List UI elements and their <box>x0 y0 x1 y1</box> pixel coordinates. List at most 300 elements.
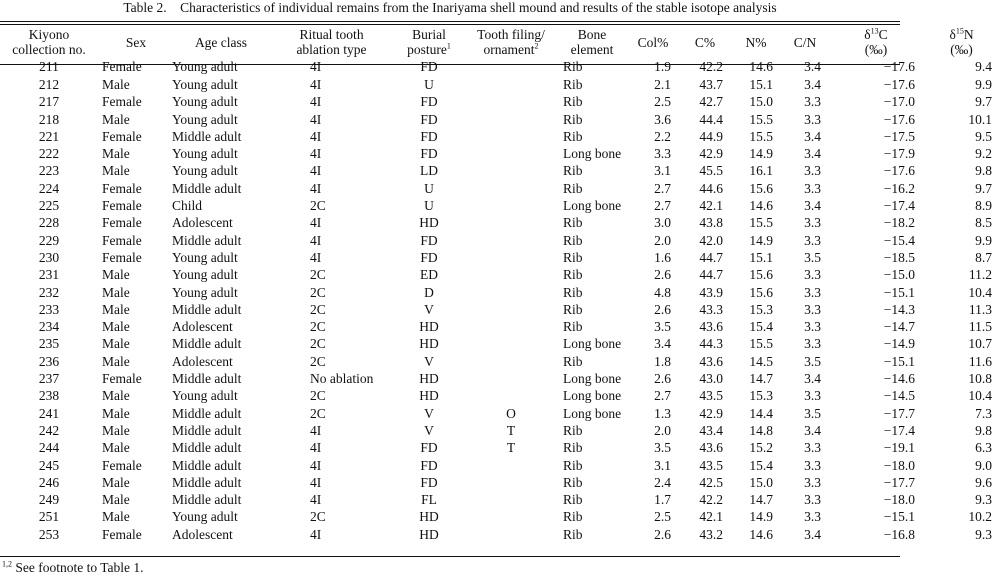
d13c-cell: −17.0 <box>883 94 915 110</box>
ritual-cell: 4I <box>310 128 322 144</box>
cn-cell: 3.3 <box>804 94 821 110</box>
cn-cell: 3.4 <box>804 422 821 438</box>
kiyono-cell: 241 <box>38 405 60 421</box>
d15n-cell: 10.4 <box>968 284 992 300</box>
d15n-cell: 10.1 <box>968 111 992 127</box>
d13c-cell: −16.8 <box>883 526 915 542</box>
colpct-cell: 3.5 <box>654 440 671 456</box>
ritual-cell: 4I <box>310 111 322 127</box>
bottom-rule <box>0 556 900 557</box>
age-cell: Adolescent <box>172 215 233 231</box>
d13c-cell: −17.7 <box>883 474 915 490</box>
cn-cell: 3.3 <box>804 267 821 283</box>
kiyono-cell: 235 <box>38 336 60 352</box>
cn-cell: 3.5 <box>804 353 821 369</box>
colpct-cell: 2.7 <box>654 180 671 196</box>
d13c-cell: −19.1 <box>883 440 915 456</box>
cpct-cell: 42.1 <box>699 509 723 525</box>
ritual-cell: 4I <box>310 526 322 542</box>
bone-cell: Rib <box>563 128 583 144</box>
npct-cell: 15.5 <box>749 128 773 144</box>
burial-cell: V <box>424 353 434 369</box>
table-row <box>0 508 1000 525</box>
isotope-table <box>0 26 1000 543</box>
cpct-cell: 44.6 <box>699 180 723 196</box>
header-filing: Tooth filing/ ornament$^2$ <box>477 27 545 57</box>
d15n-cell: 7.3 <box>975 405 992 421</box>
age-cell: Middle adult <box>172 336 242 352</box>
d13c-cell: −17.4 <box>883 198 915 214</box>
bone-cell: Rib <box>563 215 583 231</box>
colpct-cell: 3.4 <box>654 336 671 352</box>
d15n-cell: 9.3 <box>975 526 992 542</box>
sex-cell: Male <box>102 301 130 317</box>
burial-cell: LD <box>420 163 438 179</box>
sex-cell: Male <box>102 474 130 490</box>
d13c-cell: −17.9 <box>883 146 915 162</box>
d15n-cell: 8.5 <box>975 215 992 231</box>
cn-cell: 3.3 <box>804 474 821 490</box>
d15n-cell: 11.6 <box>968 353 992 369</box>
age-cell: Middle adult <box>172 457 242 473</box>
burial-cell: HD <box>419 526 439 542</box>
age-cell: Young adult <box>172 77 238 92</box>
header-colpct: Col% <box>637 34 669 50</box>
ritual-cell: 4I <box>310 180 322 196</box>
burial-cell: HD <box>419 388 439 404</box>
cpct-cell: 43.9 <box>699 284 723 300</box>
burial-cell: D <box>424 284 434 300</box>
sex-cell: Female <box>102 198 142 214</box>
d13c-cell: −15.4 <box>883 232 915 248</box>
npct-cell: 14.9 <box>749 146 773 162</box>
bone-cell: Rib <box>563 301 583 317</box>
sex-cell: Male <box>102 267 130 283</box>
ritual-cell: 4I <box>310 492 322 508</box>
d13c-cell: −18.5 <box>883 249 915 265</box>
bone-cell: Rib <box>563 111 583 127</box>
cpct-cell: 43.8 <box>699 215 723 231</box>
d15n-cell: 9.5 <box>975 128 992 144</box>
cn-cell: 3.3 <box>804 457 821 473</box>
ritual-cell: 4I <box>310 77 322 92</box>
cpct-cell: 43.6 <box>699 353 723 369</box>
ritual-cell: 4I <box>310 440 322 456</box>
age-cell: Middle adult <box>172 301 242 317</box>
cpct-cell: 42.1 <box>699 198 723 214</box>
cpct-cell: 44.9 <box>699 128 723 144</box>
d13c-cell: −18.2 <box>883 215 915 231</box>
d15n-cell: 9.3 <box>975 492 992 508</box>
age-cell: Child <box>172 198 203 214</box>
colpct-cell: 2.6 <box>654 301 671 317</box>
colpct-cell: 2.0 <box>654 422 671 438</box>
sex-cell: Male <box>102 405 130 421</box>
cn-cell: 3.4 <box>804 146 821 162</box>
colpct-cell: 3.5 <box>654 319 671 335</box>
cn-cell: 3.4 <box>804 198 821 214</box>
ritual-cell: No ablation <box>310 371 374 387</box>
d15n-cell: 9.4 <box>975 59 992 75</box>
npct-cell: 14.5 <box>749 353 773 369</box>
npct-cell: 15.4 <box>749 457 773 473</box>
burial-cell: FD <box>420 128 438 144</box>
d13c-cell: −16.2 <box>883 180 915 196</box>
table-caption: Table 2. Characteristics of individual remains from the Inariyama shell mound and results of the stable isotope analysis <box>123 0 777 15</box>
table-row <box>0 111 1000 128</box>
header-cpct: C% <box>694 34 716 50</box>
npct-cell: 14.4 <box>749 405 773 421</box>
filing-cell <box>465 249 557 266</box>
bone-cell: Rib <box>563 492 583 508</box>
sex-cell: Male <box>102 388 130 404</box>
d13c-cell: −17.4 <box>883 422 915 438</box>
colpct-cell: 3.6 <box>654 111 671 127</box>
table-row <box>0 491 1000 508</box>
d15n-cell: 10.8 <box>968 371 992 387</box>
table-row <box>0 162 1000 179</box>
colpct-cell: 2.7 <box>654 388 671 404</box>
cpct-cell: 44.3 <box>699 336 723 352</box>
table-row <box>0 197 1000 214</box>
filing-cell <box>465 335 557 352</box>
cpct-cell: 43.0 <box>699 371 723 387</box>
d15n-cell: 9.9 <box>975 77 992 92</box>
cpct-cell: 42.9 <box>699 405 723 421</box>
d15n-cell: 9.7 <box>975 94 992 110</box>
bone-cell: Rib <box>563 163 583 179</box>
colpct-cell: 2.6 <box>654 267 671 283</box>
cpct-cell: 43.5 <box>699 457 723 473</box>
kiyono-cell: 229 <box>38 232 60 248</box>
header-rule <box>0 64 900 65</box>
npct-cell: 15.6 <box>749 267 773 283</box>
age-cell: Young adult <box>172 111 238 127</box>
d15n-cell: 9.6 <box>975 474 992 490</box>
cn-cell: 3.3 <box>804 301 821 317</box>
cpct-cell: 43.6 <box>699 440 723 456</box>
bone-cell: Rib <box>563 284 583 300</box>
ritual-cell: 4I <box>310 249 322 265</box>
npct-cell: 14.9 <box>749 509 773 525</box>
age-cell: Middle adult <box>172 440 242 456</box>
burial-cell: HD <box>419 215 439 231</box>
colpct-cell: 1.8 <box>654 353 671 369</box>
filing-cell <box>465 353 557 370</box>
burial-cell: FD <box>420 232 438 248</box>
cn-cell: 3.3 <box>804 440 821 456</box>
sex-cell: Female <box>102 457 142 473</box>
npct-cell: 14.7 <box>749 371 773 387</box>
table-row <box>0 474 1000 491</box>
kiyono-cell: 231 <box>38 267 60 283</box>
npct-cell: 14.6 <box>749 198 773 214</box>
bone-cell: Long bone <box>563 371 622 387</box>
age-cell: Middle adult <box>172 474 242 490</box>
ritual-cell: 4I <box>310 146 322 162</box>
d13c-cell: −15.0 <box>883 267 915 283</box>
table-row <box>0 214 1000 231</box>
burial-cell: ED <box>420 267 438 283</box>
cn-cell: 3.3 <box>804 232 821 248</box>
ritual-cell: 2C <box>310 198 326 214</box>
npct-cell: 15.1 <box>749 249 773 265</box>
npct-cell: 14.6 <box>749 526 773 542</box>
cn-cell: 3.4 <box>804 128 821 144</box>
npct-cell: 15.0 <box>749 94 773 110</box>
cpct-cell: 44.4 <box>699 111 723 127</box>
d13c-cell: −14.9 <box>883 336 915 352</box>
d13c-cell: −14.3 <box>883 301 915 317</box>
header-burial: Burial posture$^1$ <box>407 27 451 57</box>
sex-cell: Female <box>102 59 142 75</box>
kiyono-cell: 228 <box>38 215 60 231</box>
d13c-cell: −17.7 <box>883 405 915 421</box>
burial-cell: FD <box>420 94 438 110</box>
header-npct: N% <box>745 34 767 50</box>
top-rule-double <box>0 24 900 25</box>
age-cell: Middle adult <box>172 405 242 421</box>
d13c-cell: −15.1 <box>883 284 915 300</box>
burial-cell: HD <box>419 371 439 387</box>
kiyono-cell: 253 <box>38 526 60 542</box>
kiyono-cell: 249 <box>38 492 60 508</box>
cpct-cell: 44.7 <box>699 267 723 283</box>
bone-cell: Rib <box>563 180 583 196</box>
table-row <box>0 266 1000 283</box>
age-cell: Middle adult <box>172 492 242 508</box>
cpct-cell: 43.2 <box>699 526 723 542</box>
burial-cell: V <box>424 405 434 421</box>
npct-cell: 15.3 <box>749 388 773 404</box>
burial-cell: V <box>424 422 434 438</box>
d15n-cell: 9.8 <box>975 422 992 438</box>
kiyono-cell: 234 <box>38 319 60 335</box>
burial-cell: FL <box>421 492 437 508</box>
bone-cell: Rib <box>563 526 583 542</box>
d15n-cell: 10.4 <box>968 388 992 404</box>
filing-cell <box>465 214 557 231</box>
cpct-cell: 42.2 <box>699 492 723 508</box>
table-body <box>0 58 1000 543</box>
d13c-cell: −15.1 <box>883 353 915 369</box>
header-age: Age class <box>194 34 248 50</box>
table-row <box>0 457 1000 474</box>
cn-cell: 3.5 <box>804 405 821 421</box>
table-row <box>0 439 1000 456</box>
filing-cell <box>465 232 557 249</box>
filing-cell <box>465 145 557 162</box>
kiyono-cell: 237 <box>38 371 60 387</box>
sex-cell: Female <box>102 232 142 248</box>
sex-cell: Female <box>102 526 142 542</box>
kiyono-cell: 230 <box>38 249 60 265</box>
ritual-cell: 2C <box>310 336 326 352</box>
filing-cell <box>465 162 557 179</box>
burial-cell: FD <box>420 111 438 127</box>
sex-cell: Female <box>102 180 142 196</box>
sex-cell: Female <box>102 249 142 265</box>
sex-cell: Male <box>102 422 130 438</box>
ritual-cell: 2C <box>310 405 326 421</box>
ritual-cell: 2C <box>310 388 326 404</box>
d15n-cell: 9.0 <box>975 457 992 473</box>
table-row <box>0 335 1000 352</box>
d13c-cell: −17.5 <box>883 128 915 144</box>
filing-cell <box>465 128 557 145</box>
sex-cell: Male <box>102 319 130 335</box>
colpct-cell: 2.4 <box>654 474 671 490</box>
npct-cell: 15.0 <box>749 474 773 490</box>
header-bone: Bone element <box>570 27 614 57</box>
burial-cell: HD <box>419 336 439 352</box>
npct-cell: 14.6 <box>749 59 773 75</box>
filing-cell <box>465 491 557 508</box>
burial-cell: U <box>424 180 434 196</box>
burial-cell: FD <box>420 59 438 75</box>
header-sex: Sex <box>125 34 147 50</box>
bone-cell: Long bone <box>563 336 622 352</box>
ritual-cell: 4I <box>310 59 322 75</box>
cn-cell: 3.4 <box>804 59 821 75</box>
colpct-cell: 1.6 <box>654 249 671 265</box>
cn-cell: 3.3 <box>804 215 821 231</box>
cn-cell: 3.3 <box>804 509 821 525</box>
burial-cell: FD <box>420 457 438 473</box>
filing-cell <box>465 508 557 525</box>
age-cell: Young adult <box>172 388 238 404</box>
sex-cell: Female <box>102 94 142 110</box>
age-cell: Young adult <box>172 267 238 283</box>
d13c-cell: −17.6 <box>883 77 915 92</box>
d15n-cell: 11.5 <box>968 319 992 335</box>
filing-cell <box>465 474 557 491</box>
d15n-cell: 6.3 <box>975 440 992 456</box>
filing-cell <box>465 197 557 214</box>
age-cell: Middle adult <box>172 128 242 144</box>
cn-cell: 3.3 <box>804 492 821 508</box>
bone-cell: Rib <box>563 474 583 490</box>
ritual-cell: 2C <box>310 509 326 525</box>
cn-cell: 3.3 <box>804 336 821 352</box>
bone-cell: Rib <box>563 457 583 473</box>
d15n-cell: 11.3 <box>968 301 992 317</box>
kiyono-cell: 223 <box>38 163 60 179</box>
age-cell: Middle adult <box>172 371 242 387</box>
age-cell: Young adult <box>172 284 238 300</box>
age-cell: Middle adult <box>172 422 242 438</box>
npct-cell: 16.1 <box>749 163 773 179</box>
cn-cell: 3.5 <box>804 249 821 265</box>
table-row <box>0 526 1000 543</box>
sex-cell: Male <box>102 440 130 456</box>
bone-cell: Long bone <box>563 198 622 214</box>
age-cell: Middle adult <box>172 180 242 196</box>
filing-cell: O <box>506 405 516 421</box>
bone-cell: Rib <box>563 59 583 75</box>
table-row <box>0 284 1000 301</box>
bone-cell: Rib <box>563 440 583 456</box>
d13c-cell: −18.0 <box>883 492 915 508</box>
bone-cell: Rib <box>563 422 583 438</box>
cn-cell: 3.3 <box>804 319 821 335</box>
kiyono-cell: 246 <box>38 474 60 490</box>
filing-cell <box>465 180 557 197</box>
filing-cell <box>465 58 557 76</box>
cpct-cell: 43.3 <box>699 301 723 317</box>
filing-cell <box>465 457 557 474</box>
kiyono-cell: 236 <box>38 353 60 369</box>
npct-cell: 15.5 <box>749 111 773 127</box>
npct-cell: 15.5 <box>749 215 773 231</box>
filing-cell <box>465 387 557 404</box>
filing-cell <box>465 284 557 301</box>
cn-cell: 3.4 <box>804 526 821 542</box>
sex-cell: Male <box>102 336 130 352</box>
colpct-cell: 1.3 <box>654 405 671 421</box>
sex-cell: Male <box>102 111 130 127</box>
colpct-cell: 2.1 <box>654 77 671 92</box>
kiyono-cell: 233 <box>38 301 60 317</box>
burial-cell: FD <box>420 146 438 162</box>
kiyono-cell: 211 <box>39 59 59 75</box>
sex-cell: Female <box>102 128 142 144</box>
age-cell: Adolescent <box>172 319 233 335</box>
cn-cell: 3.3 <box>804 163 821 179</box>
colpct-cell: 2.6 <box>654 371 671 387</box>
cpct-cell: 43.7 <box>699 77 723 92</box>
filing-cell <box>465 111 557 128</box>
filing-cell <box>465 301 557 318</box>
d13c-cell: −17.6 <box>883 111 915 127</box>
top-rule <box>0 21 900 22</box>
d15n-cell: 9.2 <box>975 146 992 162</box>
colpct-cell: 2.5 <box>654 94 671 110</box>
colpct-cell: 2.6 <box>654 526 671 542</box>
d15n-cell: 10.2 <box>968 509 992 525</box>
header-kiyono: Kiyono collection no. <box>12 27 86 57</box>
ritual-cell: 2C <box>310 319 326 335</box>
table-row <box>0 301 1000 318</box>
ritual-cell: 4I <box>310 457 322 473</box>
sex-cell: Male <box>102 77 130 92</box>
ritual-cell: 4I <box>310 94 322 110</box>
age-cell: Young adult <box>172 146 238 162</box>
kiyono-cell: 217 <box>38 94 60 110</box>
colpct-cell: 2.2 <box>654 128 671 144</box>
age-cell: Adolescent <box>172 526 233 542</box>
colpct-cell: 4.8 <box>654 284 671 300</box>
table-row <box>0 405 1000 422</box>
bone-cell: Rib <box>563 267 583 283</box>
header-cn: C/N <box>793 34 817 50</box>
burial-cell: U <box>424 77 434 92</box>
header-ritual: Ritual tooth ablation type <box>296 27 367 57</box>
bone-cell: Rib <box>563 77 583 92</box>
filing-cell <box>465 526 557 543</box>
table-row <box>0 353 1000 370</box>
burial-cell: FD <box>420 440 438 456</box>
bone-cell: Rib <box>563 232 583 248</box>
sex-cell: Male <box>102 353 130 369</box>
age-cell: Middle adult <box>172 232 242 248</box>
table-row <box>0 180 1000 197</box>
d15n-cell: 9.9 <box>975 232 992 248</box>
colpct-cell: 3.1 <box>654 163 671 179</box>
d15n-cell: 9.8 <box>975 163 992 179</box>
colpct-cell: 1.9 <box>654 59 671 75</box>
cpct-cell: 43.5 <box>699 388 723 404</box>
